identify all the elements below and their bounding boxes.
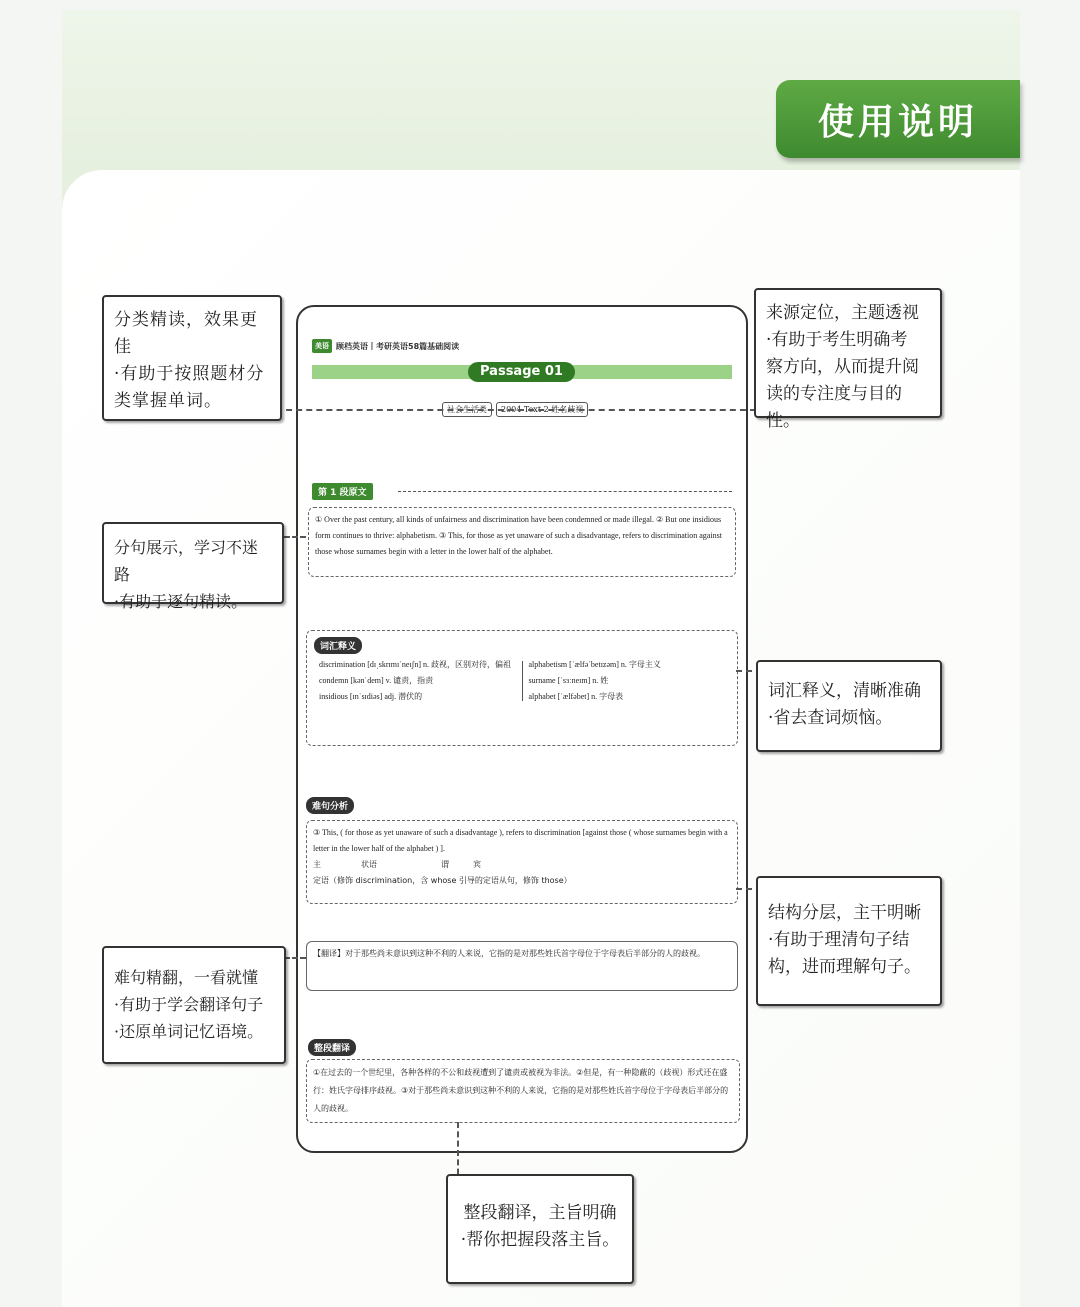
full-translation-title: 整段翻译 xyxy=(308,1039,356,1056)
callout-text: 构，进而理解句子。 xyxy=(768,957,921,977)
callout-structure xyxy=(756,876,942,1006)
book-title: 顾档英语丨考研英语58篇基础阅读 xyxy=(336,341,460,351)
vocab-item: discrimination [dɪˌskrɪmɪˈneɪʃn] n. 歧视，区别对待，偏祖 xyxy=(319,660,511,669)
grammar-note: 定语（修饰 discrimination，含 whose 引导的定语从句，修饰 those） xyxy=(313,876,572,885)
callout-full-translation xyxy=(446,1174,634,1284)
callout-text: 读的专注度与目的性。 xyxy=(766,384,902,431)
vocab-box xyxy=(306,630,738,746)
callout-sentence-display xyxy=(102,522,284,611)
callout-text: 类掌握单词。 xyxy=(114,391,222,411)
vocab-item: condemn [kənˈdem] v. 谴责，指责 xyxy=(319,676,434,685)
vocab-item: alphabet [ˈælfəbet] n. 字母表 xyxy=(528,692,624,701)
callout-heading: 分句展示，学习不迷路 xyxy=(114,538,259,584)
callout-text: ·有助于按照题材分 xyxy=(114,364,265,384)
difficult-sentence-box xyxy=(306,820,738,904)
callout-text: ·有助于理清句子结 xyxy=(768,930,910,950)
callout-heading: 结构分层，主干明晰 xyxy=(768,903,921,923)
paragraph-section-title: 第 1 段原文 xyxy=(312,483,373,500)
full-translation-box: ①在过去的一个世纪里，各种各样的不公和歧视遭到了谴责或被视为非法。②但是，有一种隐蔽的（歧视）形式还在盛行：姓氏字母排序歧视。③对于那些尚未意识到这种不利的人来说，它指的是对那些姓氏首字母位于字母表后半部分的人的歧视。 xyxy=(306,1059,740,1123)
callout-text: ·有助于考生明确考 xyxy=(766,330,908,350)
paragraph-box: ① Over the past century, all kinds of unfairness and discrimination have been condemned or made illegal. ② But one insidious form continues to thrive: alphabetism. ③ This, for those as yet unaware of such a disadvantage, refers to discrimination against those whose surnames begin with a letter in the lower half of the alphabet. xyxy=(308,507,736,577)
callout-classified-reading xyxy=(102,295,282,421)
vocab-section-title: 词汇释义 xyxy=(314,637,362,654)
callout-text: 察方向，从而提升阅 xyxy=(766,357,919,377)
vocab-right-column xyxy=(523,653,732,709)
callout-difficult-translation xyxy=(102,946,286,1064)
page-title: 使用说明 xyxy=(776,80,1020,158)
callout-text: ·有助于逐句精读。 xyxy=(114,592,248,611)
divider xyxy=(398,491,732,492)
page-header xyxy=(312,339,459,353)
logo: 美语 xyxy=(312,339,332,353)
callout-text: ·帮你把握段落主旨。 xyxy=(460,1230,620,1250)
vocab-item: alphabetism [ˈælfəˈbetɪzəm] n. 字母主义 xyxy=(528,660,661,669)
callout-heading: 来源定位，主题透视 xyxy=(766,303,919,323)
vocab-item: surname [ˈsɜːneɪm] n. 姓 xyxy=(528,676,609,685)
vocab-left-column xyxy=(313,653,522,709)
sentence-translation: 对于那些尚未意识到这种不利的人来说，它指的是对那些姓氏首字母位于字母表后半部分的人的歧视。 xyxy=(345,949,705,958)
callout-heading: 词汇释义，清晰准确 xyxy=(768,681,921,701)
callout-text: ·有助于学会翻译句子 xyxy=(114,995,264,1014)
category-tag: 社会生活类 xyxy=(442,402,492,417)
callout-source-location xyxy=(754,288,942,431)
callout-heading: 难句精翻，一看就懂 xyxy=(114,968,259,987)
passage-title: Passage 01 xyxy=(468,362,575,382)
callout-heading: 整段翻译，主旨明确 xyxy=(463,1203,617,1223)
callout-heading: 分类精读，效果更佳 xyxy=(114,310,258,357)
grammar-labels: 主 状语 谓 宾 xyxy=(313,860,481,869)
callout-text: ·还原单词记忆语境。 xyxy=(114,1022,264,1041)
source-tag: 2004 Text 2 姓名歧视 xyxy=(496,402,588,417)
difficult-sentence: ③ This, ( for those as yet unaware of such a disadvantage ), refers to discrimination [against those ( whose surnames begin with a letter in the lower half of the alphabet ) ]. xyxy=(313,828,728,853)
connector-line xyxy=(276,409,756,411)
sample-page xyxy=(296,305,748,1153)
callout-vocab xyxy=(756,660,942,752)
callout-text: ·省去查词烦恼。 xyxy=(768,708,893,728)
vocab-item: insidious [ɪnˈsɪdiəs] adj. 潜伏的 xyxy=(319,692,423,701)
sentence-translation-box xyxy=(306,941,738,991)
translation-label: 【翻译】 xyxy=(313,949,345,958)
difficult-section-title: 难句分析 xyxy=(306,797,354,814)
